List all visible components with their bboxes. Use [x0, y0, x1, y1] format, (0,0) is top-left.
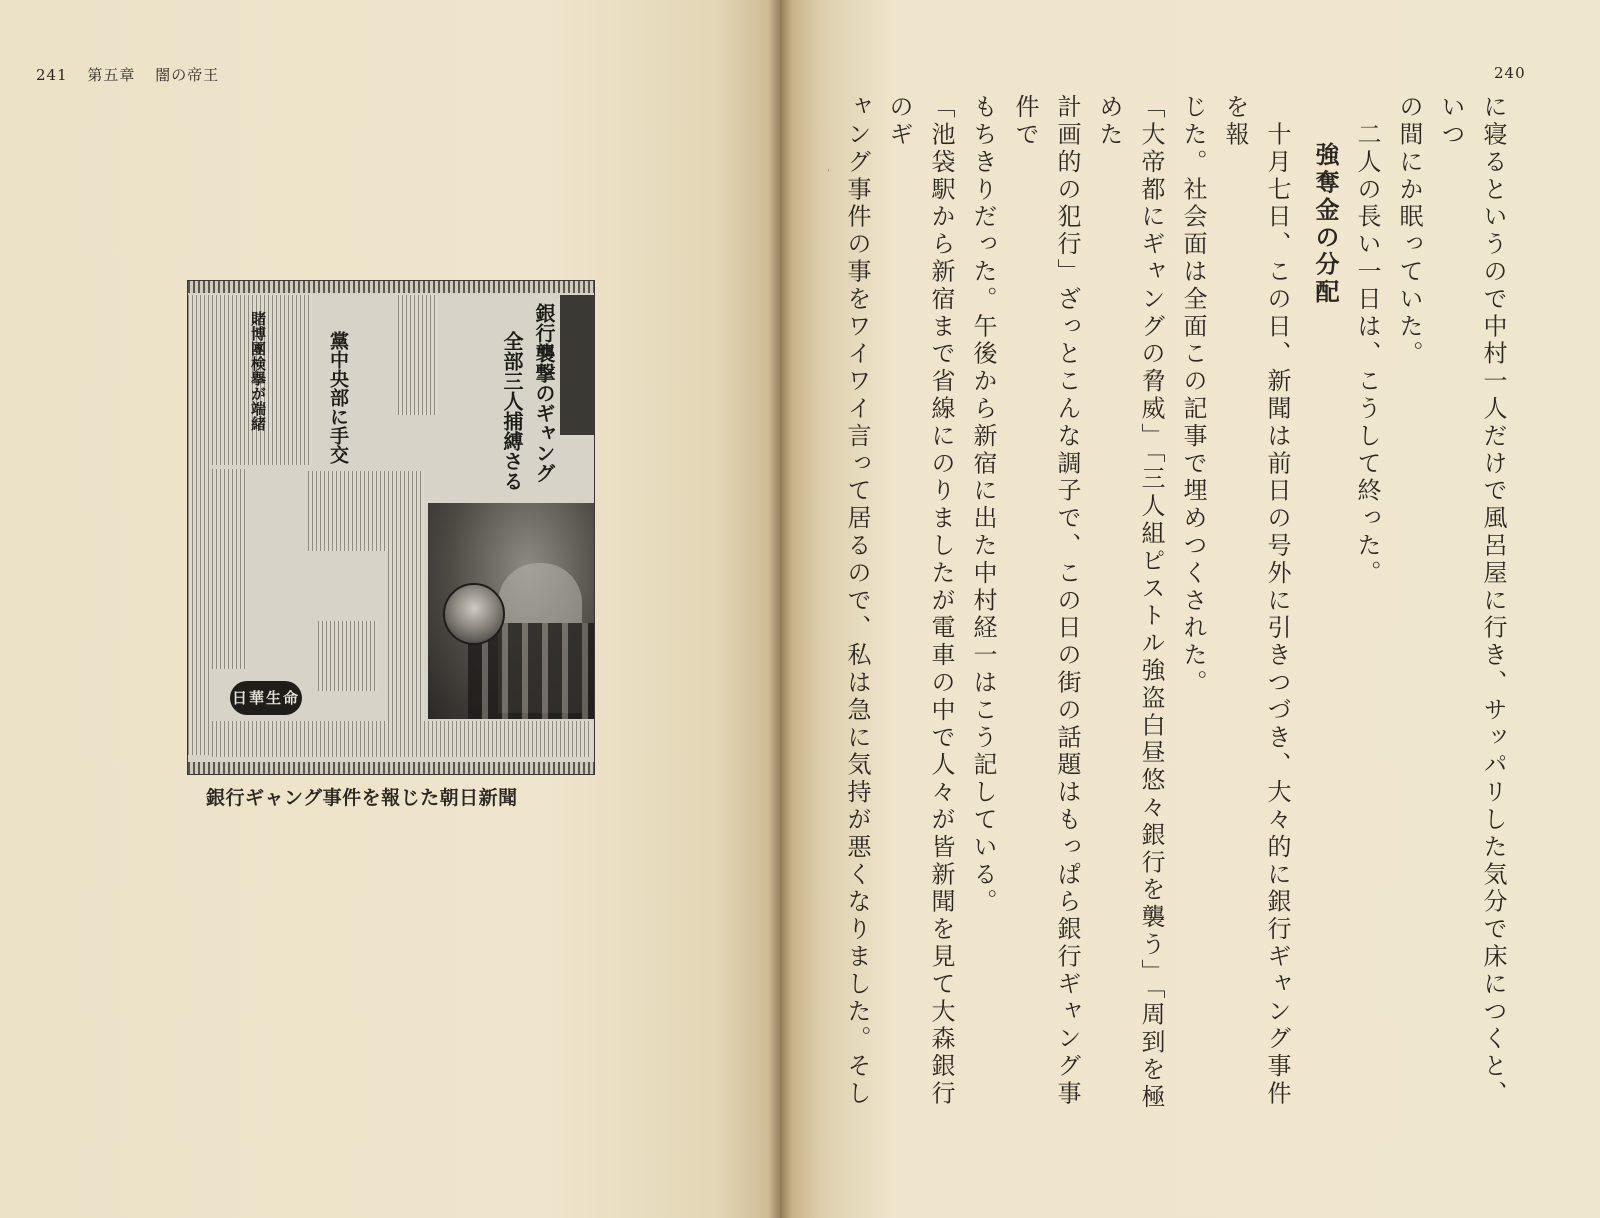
newspaper-clipping-image	[187, 280, 595, 775]
newspaper-top-rule	[188, 281, 594, 293]
newspaper-advertisement: 日華生命	[230, 681, 302, 715]
left-page-number: 241	[36, 66, 68, 84]
newspaper-headline: 賭博團検擧が端緒	[249, 311, 267, 431]
newspaper-text-column	[188, 295, 210, 755]
newspaper-text-column	[212, 469, 246, 669]
text-line: の間にか眠っていた。	[1395, 94, 1423, 368]
newspaper-text-column	[398, 295, 438, 415]
chapter-title: 闇の帝王	[155, 66, 220, 84]
newspaper-text-column	[388, 471, 424, 721]
text-line: ャング事件の事をワイワイ言って居るので、私は急に気持が悪くなりました。そし	[843, 94, 871, 1108]
body-text	[828, 94, 1514, 1124]
newspaper-headline: 全部三人捕縛さる	[500, 331, 524, 491]
newspaper-text-column	[318, 621, 378, 691]
newspaper-headline: 黨中央部に手交	[327, 331, 349, 464]
text-line: じた。社会面は全面この記事で埋めつくされた。	[1179, 94, 1207, 697]
newspaper-bottom-rule	[188, 762, 594, 774]
newspaper-masthead	[560, 295, 594, 435]
left-page-header	[36, 64, 233, 85]
book-gutter	[768, 0, 792, 1218]
text-line: 計画的の犯行」ざっとこんな調子で、この日の街の話題はもっぱら銀行ギャング事件で	[1011, 94, 1081, 1108]
chapter-number: 第五章	[87, 66, 136, 84]
text-line: 二人の長い一日は、こうして終った。	[1353, 94, 1381, 588]
newspaper-headline: 銀行襲撃のギャング	[532, 303, 556, 483]
photo-caption: 銀行ギャング事件を報じた朝日新聞	[206, 787, 518, 809]
text-line: 「池袋駅から新宿まで省線にのりましたが電車の中で人々が皆新聞を見て大森銀行のギ	[885, 94, 955, 1108]
section-heading: 強奪金の分配	[1311, 142, 1339, 307]
newspaper-text-column	[212, 721, 592, 757]
text-line: 「大帝都にギャングの脅威」「三人組ピストル強盗白昼悠々銀行を襲う」「周到を極めた	[1095, 94, 1165, 1112]
left-page	[0, 0, 780, 1218]
text-line: に寝るというので中村一人だけで風呂屋に行き、サッパリした気分で床につくと、いつ	[1437, 94, 1507, 1108]
text-line: もちきりだった。午後から新宿に出た中村経一はこう記している。	[969, 94, 997, 916]
right-page-number: 240	[1494, 64, 1526, 82]
newspaper-portrait	[443, 583, 505, 645]
text-line: 十月七日、この日、新聞は前日の号外に引きつづき、大々的に銀行ギャング事件を報	[1221, 94, 1291, 1108]
